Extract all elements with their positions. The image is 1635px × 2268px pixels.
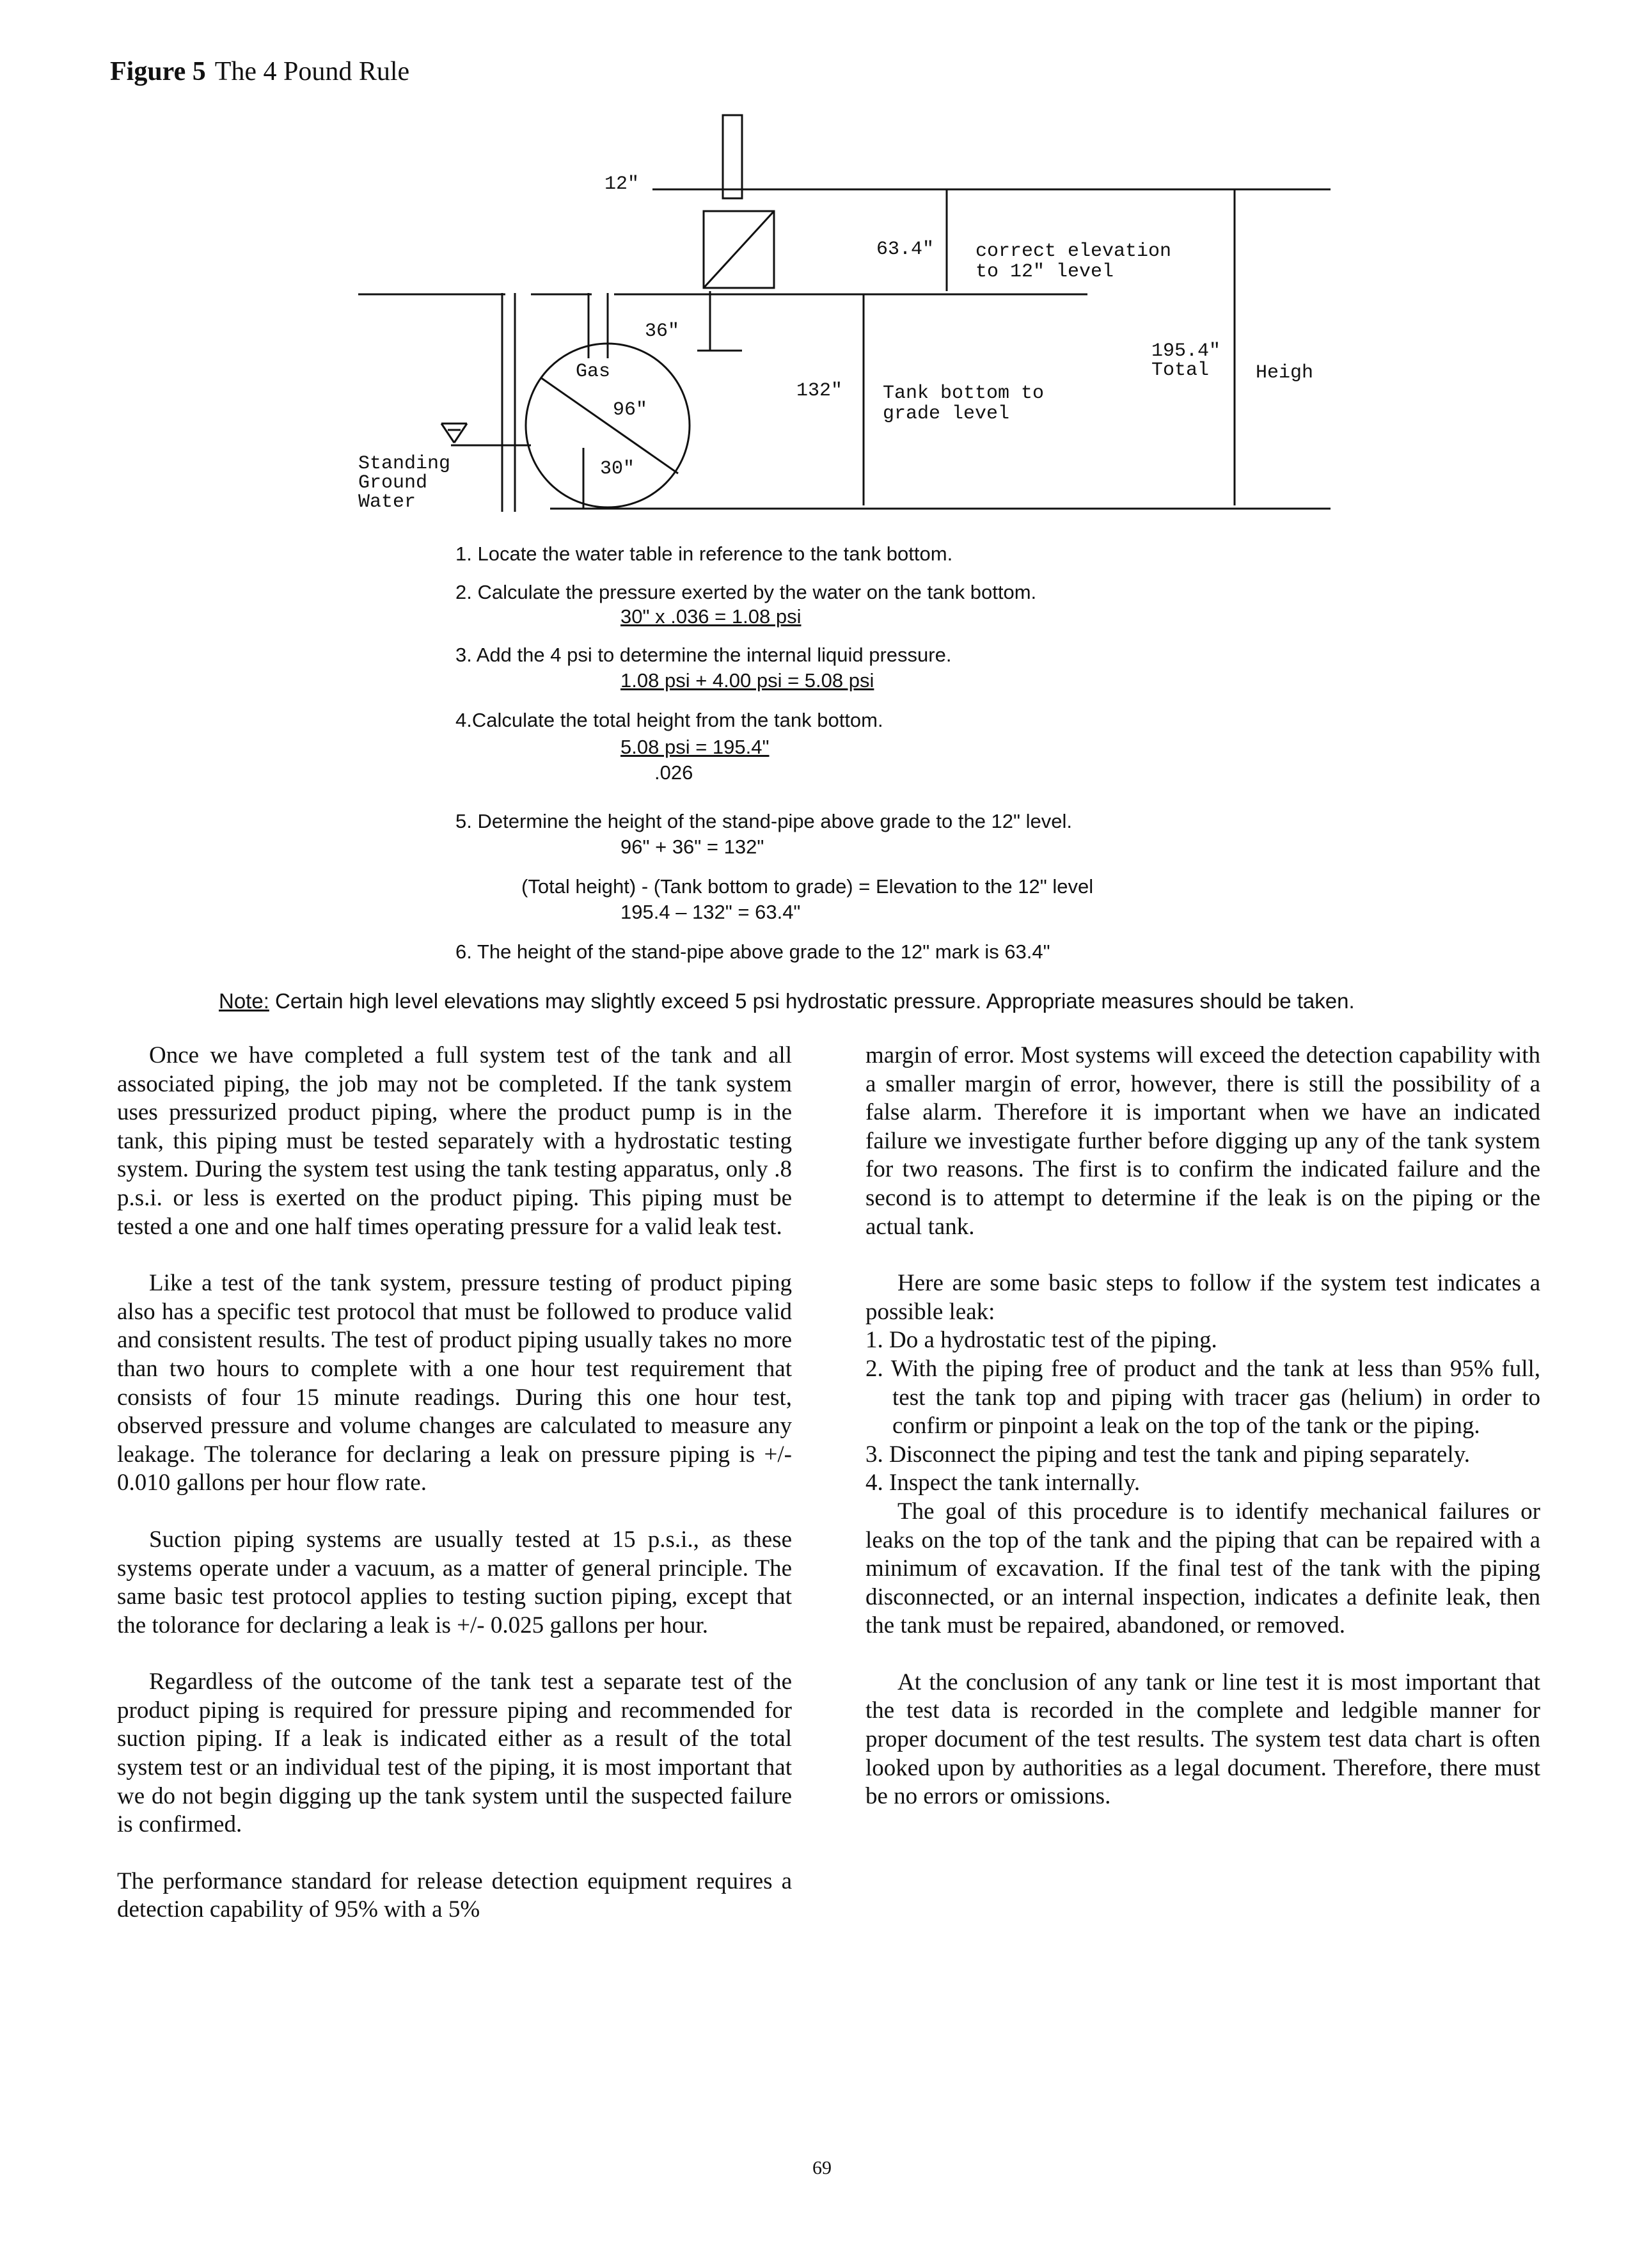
label-correct-2: to 12" level	[975, 261, 1114, 283]
leak-steps-list	[865, 1326, 1540, 1498]
right-paragraph-4: At the conclusion of any tank or line test it is most important that the test data is recorded in the complete and ledgible manner for proper document of the test results. The system test data chart is often looked upon by authorities as a legal document. Therefore, there must be no errors or omissions.	[865, 1669, 1540, 1810]
step-5-formula: (Total height) - (Tank bottom to grade) = Elevation to the 12" level	[521, 875, 1094, 898]
note	[219, 989, 1355, 1013]
right-paragraph-2: Here are some basic steps to follow if the system test indicates a possible leak:	[865, 1270, 1540, 1325]
left-paragraph-1: Once we have completed a full system test of the tank and all associated piping, the job may not be completed. If the tank system uses pressurized product piping, where the product pump is in the tank, this piping must be tested separately with a hydrostatic testing system. During the system test using the tank testing apparatus, only .8 p.s.i. or less is exerted on the product piping. This piping must be tested a one and one half times operating pressure for a valid leak test.	[117, 1042, 792, 1240]
left-paragraph-3: Suction piping systems are usually tested at 15 p.s.i., as these systems operate under a vacuum, as a matter of general principle. The same basic test protocol applies to testing suction piping, except that the tolorance for declaring a leak is +/- 0.025 gallons per hour.	[117, 1526, 792, 1638]
step-2: 2. Calculate the pressure exerted by the water on the tank bottom.	[455, 581, 1037, 603]
left-paragraph-5: The performance standard for release detection equipment requires a detection capability of 95% with a 5%	[117, 1868, 792, 1923]
right-column	[865, 1042, 1540, 1811]
step-4: 4.Calculate the total height from the tank bottom.	[455, 709, 883, 731]
label-30: 30"	[600, 458, 635, 480]
label-tank-2: grade level	[883, 403, 1010, 425]
left-paragraph-2: Like a test of the tank system, pressure testing of product piping also has a specific test protocol that must be followed to produce valid and consistent results. The test of product piping usually takes no more than two hours to complete with a one hour test requirement that consists of four 15 minute readings. During this one hour test, observed pressure and volume changes are calculated to measure any leakage. The tolerance for declaring a leak on pressure piping is +/- 0.010 gallons per hour flow rate.	[117, 1270, 792, 1496]
list-item: 4. Inspect the tank internally.	[865, 1470, 1141, 1496]
label-correct-1: correct elevation	[975, 241, 1172, 262]
left-paragraph-4: Regardless of the outcome of the tank test a separate test of the product piping is required for pressure piping and recommended for suction piping. If a leak is indicated either as a result of the total system test or an individual test of the piping, it is most important that we do not begin digging up the tank system until the suspected failure is confirmed.	[117, 1669, 792, 1838]
list-item: 3. Disconnect the piping and test the tank and piping separately.	[865, 1441, 1470, 1468]
label-12: 12"	[604, 173, 640, 195]
step-4-den: .026	[654, 761, 693, 784]
label-height: Heigh	[1256, 362, 1314, 384]
step-6: 6. The height of the stand-pipe above grade to the 12" mark is 63.4"	[455, 940, 1050, 963]
label-36: 36"	[645, 321, 680, 342]
note-label: Note:	[219, 989, 269, 1013]
label-water-2: Ground	[358, 472, 428, 494]
right-paragraph-1: margin of error. Most systems will exceed the detection capability with a smaller margin of error, however, there is still the possibility of a false alarm. Therefore it is important when we have an indicated failure we investigate further before digging up any of the tank system for two reasons. The first is to confirm the indicated failure and the second is to attempt to determine if the leak is on the piping or the actual tank.	[865, 1042, 1540, 1240]
label-132: 132"	[796, 380, 843, 402]
label-total-1: 195.4"	[1151, 340, 1221, 362]
step-5: 5. Determine the height of the stand-pipe above grade to the 12" level.	[455, 810, 1073, 832]
right-paragraph-3: The goal of this procedure is to identify mechanical failures or leaks on the top of the tank and the piping that can be repaired with a minimum of excavation. If the final test of the tank with the piping disconnected, or an internal inspection, indicates a definite leak, then the tank must be repaired, abandoned, or removed.	[865, 1498, 1540, 1639]
list-item: 2. With the piping free of product and the tank at less than 95% full, test the tank top and piping with tracer gas (helium) in order to confirm or pinpoint a leak on the top of the tank or the piping.	[865, 1355, 1540, 1439]
page-number: 69	[812, 2157, 832, 2178]
tank-diagram	[0, 0, 1635, 525]
note-text: Certain high level elevations may slightly exceed 5 psi hydrostatic pressure. Appropriate measures should be taken.	[269, 989, 1355, 1013]
step-5-calc2: 195.4 – 132" = 63.4"	[620, 901, 801, 923]
label-96: 96"	[613, 399, 648, 421]
step-5-calc: 96" + 36" = 132"	[620, 836, 764, 858]
label-gas: Gas	[576, 361, 611, 383]
step-4-num: 5.08 psi = 195.4"	[620, 736, 770, 758]
label-tank-1: Tank bottom to	[883, 383, 1045, 404]
label-water-3: Water	[358, 491, 416, 513]
label-water-1: Standing	[358, 453, 451, 475]
list-item: 1. Do a hydrostatic test of the piping.	[865, 1327, 1217, 1354]
step-3: 3. Add the 4 psi to determine the internal liquid pressure.	[455, 644, 952, 666]
label-total-2: Total	[1151, 360, 1210, 381]
vent-pipe	[723, 115, 742, 198]
figure-caption: The 4 Pound Rule	[214, 57, 410, 86]
label-63: 63.4"	[876, 239, 935, 260]
left-column	[117, 1042, 792, 1924]
step-1: 1. Locate the water table in reference to the tank bottom.	[455, 543, 953, 565]
step-3-calc: 1.08 psi + 4.00 psi = 5.08 psi	[620, 669, 874, 692]
step-2-calc: 30" x .036 = 1.08 psi	[620, 605, 802, 628]
figure-label: Figure 5	[110, 57, 206, 86]
